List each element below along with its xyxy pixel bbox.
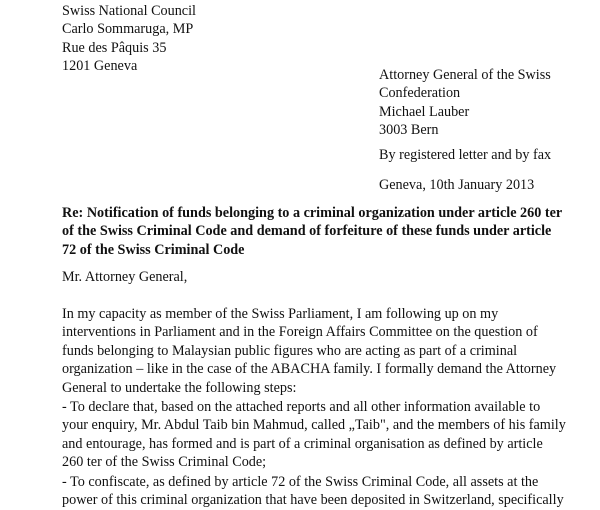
sender-line-name: Carlo Sommaruga, MP [62,21,194,38]
salutation: Mr. Attorney General, [62,269,188,285]
paragraph-line: General to undertake the following steps: [62,379,297,396]
paragraph-line: and entourage, has formed and is part of a criminal organisation as defined by article [62,435,543,452]
recipient-line-title: Attorney General of the Swiss [379,67,551,83]
recipient-line-title-cont: Confederation [379,85,461,102]
paragraph-line: organization – like in the case of the ABACHA family. I formally demand the Attorney [62,361,557,378]
sender-address [62,2,196,76]
subject-line [62,204,562,259]
body-paragraph-1 [62,305,556,397]
paragraph-line: - To declare that, based on the attached reports and all other information available to [62,399,541,415]
paragraph-line: funds belonging to Malaysian public figures who are acting as part of a criminal [62,342,518,359]
subject-line-1: Re: Notification of funds belonging to a criminal organization under article 260 ter [62,205,563,221]
subject-line-2: of the Swiss Criminal Code and demand of forfeiture of these funds under article [62,223,552,240]
recipient-address [379,66,551,140]
body-paragraph-3 [62,473,564,510]
paragraph-line: your enquiry, Mr. Abdul Taib bin Mahmud, called „Taib", and the members of his family [62,417,566,434]
paragraph-line: interventions in Parliament and in the Foreign Affairs Committee on the question of [62,324,538,341]
paragraph-line: power of this criminal organization that have been deposited in Switzerland, specifically [62,492,564,509]
body-paragraph-2 [62,398,566,472]
recipient-line-city: 3003 Bern [379,122,439,139]
sender-line-organization: Swiss National Council [62,3,196,19]
sender-line-street: Rue des Pâquis 35 [62,39,167,56]
paragraph-line: In my capacity as member of the Swiss Parliament, I am following up on my [62,306,499,322]
delivery-method: By registered letter and by fax [379,147,552,163]
recipient-line-name: Michael Lauber [379,103,470,120]
paragraph-line: - To confiscate, as defined by article 72 of the Swiss Criminal Code, all assets at the [62,474,539,490]
letter-date: Geneva, 10th January 2013 [379,177,535,193]
subject-line-3: 72 of the Swiss Criminal Code [62,241,245,258]
paragraph-line: 260 ter of the Swiss Criminal Code; [62,454,267,471]
sender-line-city: 1201 Geneva [62,58,138,75]
